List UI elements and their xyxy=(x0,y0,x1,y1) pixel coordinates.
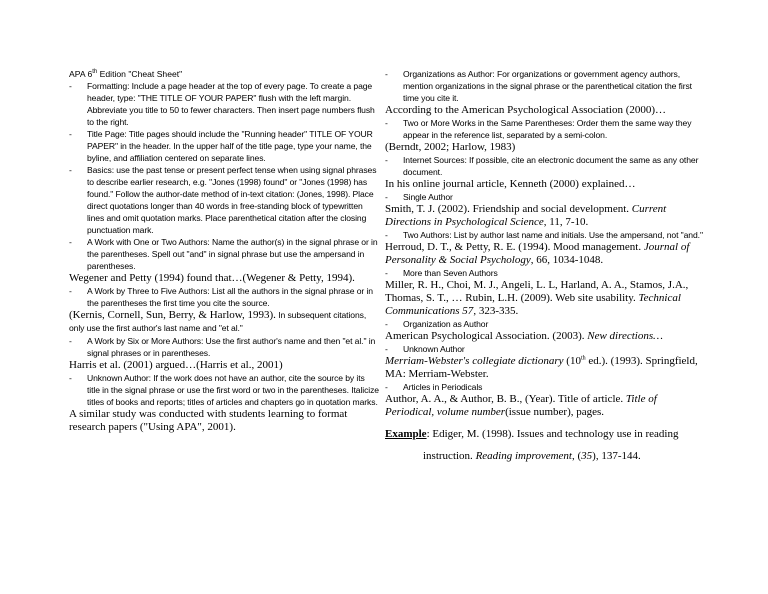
example-merriam-webster: Merriam-Webster's collegiate dictionary (10th ed.). (1993). Springfield, MA: Merriam-Webster. xyxy=(385,355,698,380)
bullet-two-authors: - Two Authors: List by author last name and initials. Use the ampersand, not "and." xyxy=(385,230,703,240)
example-ediger-cont: instruction. Reading improvement, (35), 137-144. xyxy=(423,450,641,462)
bullet-organizations: - Organizations as Author: For organizations or government agency authors, mention organizations in the signal phrase or the parenthetical citation the first time you cite it. xyxy=(385,69,692,103)
example-apa-2000: According to the American Psychological Association (2000)… xyxy=(385,104,667,116)
bullet-unknown-author: - Unknown Author: If the work does not have an author, cite the source by its title in the signal phrase or use the first word or two in the parentheses. Italicize titles of books and reports; titles of articles and chapters go in quotation marks. xyxy=(69,373,379,407)
dash: - xyxy=(69,129,72,139)
example-harris: Harris et al. (2001) argued…(Harris et al., 2001) xyxy=(69,359,283,371)
sheet-title: APA 6th Edition "Cheat Sheet" xyxy=(69,69,183,79)
example-label: Example xyxy=(385,428,427,440)
dash: - xyxy=(385,319,388,329)
left-column xyxy=(69,68,379,434)
bullet-one-two-authors: - A Work with One or Two Authors: Name the author(s) in the signal phrase or in the parentheses. Spell out "and" in signal phrase but use the ampersand in parentheses. xyxy=(69,237,378,271)
example-miller: Miller, R. H., Choi, M. J., Angeli, L. L, Harland, A. A., Stamos, J.A., Thomas, S. T., … Rubin, L.H. (2009). Web site usability. Technical Communications 57, 323-335. xyxy=(385,279,689,317)
dash: - xyxy=(385,268,388,278)
dash: - xyxy=(385,382,388,392)
example-kernis: (Kernis, Cornell, Sun, Berry, & Harlow, 1993). In subsequent citations, only use the first author's last name and "et al." xyxy=(69,309,367,333)
dash: - xyxy=(385,118,388,128)
dash: - xyxy=(69,373,72,383)
bullet-unknown-author-ref: - Unknown Author xyxy=(385,344,465,354)
bullet-internet-sources: - Internet Sources: If possible, cite an electronic document the same as any other document. xyxy=(385,155,699,177)
bullet-seven-authors: - More than Seven Authors xyxy=(385,268,498,278)
bullet-organization-author: - Organization as Author xyxy=(385,319,489,329)
bullet-single-author: - Single Author xyxy=(385,192,453,202)
dash: - xyxy=(385,192,388,202)
dash: - xyxy=(385,69,388,79)
bullet-basics: - Basics: use the past tense or present perfect tense when using signal phrases to describe earlier research, e.g. "Jones (1998) found" or "Jones (1998) has found." Follow the author-date method of in-text citation: (Jones, 1998). Place direct quotations longer than 40 words in free-standing block of typewritten lines and omit quotation marks. Place parenthetical citation after the closing punctuation mark. xyxy=(69,165,377,235)
example-smith: Smith, T. J. (2002). Friendship and social development. Current Directions in Psychological Science, 11, 7-10. xyxy=(385,203,667,228)
right-column xyxy=(385,68,703,463)
dash: - xyxy=(385,155,388,165)
dash: - xyxy=(69,286,72,296)
example-using-apa: A similar study was conducted with students learning to format research papers ("Using APA", 2001). xyxy=(69,408,348,433)
example-ediger: Example: Ediger, M. (1998). Issues and technology use in reading xyxy=(385,428,679,440)
dash: - xyxy=(69,165,72,175)
dash: - xyxy=(69,237,72,247)
bullet-six-authors: - A Work by Six or More Authors: Use the first author's name and then "et al." in signal phrases or in parentheses. xyxy=(69,336,376,358)
example-wegener: Wegener and Petty (1994) found that…(Wegener & Petty, 1994). xyxy=(69,272,355,284)
example-herroud: Herroud, D. T., & Petty, R. E. (1994). Mood management. Journal of Personality & Social Psychology, 66, 1034-1048. xyxy=(385,241,690,266)
dash: - xyxy=(69,81,72,91)
bullet-two-works: - Two or More Works in the Same Parentheses: Order them the same way they appear in the reference list, separated by a semi-colon. xyxy=(385,118,692,140)
example-kenneth: In his online journal article, Kenneth (2000) explained… xyxy=(385,178,636,190)
example-berndt: (Berndt, 2002; Harlow, 1983) xyxy=(385,141,516,153)
bullet-title-page: - Title Page: Title pages should include the "Running header" TITLE OF YOUR PAPER" in the header. In the upper half of the title page, type your name, the byline, and affiliation centered on separate lines. xyxy=(69,129,373,163)
bullet-formatting: - Formatting: Include a page header at the top of every page. To create a page header, type: "THE TITLE OF YOUR PAPER" flush with the left margin. Abbreviate you title to 50 to fewer characters. Then insert page numbers flush to the right. xyxy=(69,81,375,127)
dash: - xyxy=(385,230,388,240)
example-periodical-format: Author, A. A., & Author, B. B., (Year). Title of article. Title of Periodical, volume number(issue number), pages. xyxy=(385,393,657,418)
dash: - xyxy=(69,336,72,346)
bullet-periodicals: - Articles in Periodicals xyxy=(385,382,483,392)
example-apa-2003: American Psychological Association. (2003). New directions… xyxy=(385,330,663,342)
bullet-three-five-authors: - A Work by Three to Five Authors: List all the authors in the signal phrase or in the parentheses the first time you cite the source. xyxy=(69,286,373,308)
dash: - xyxy=(385,344,388,354)
